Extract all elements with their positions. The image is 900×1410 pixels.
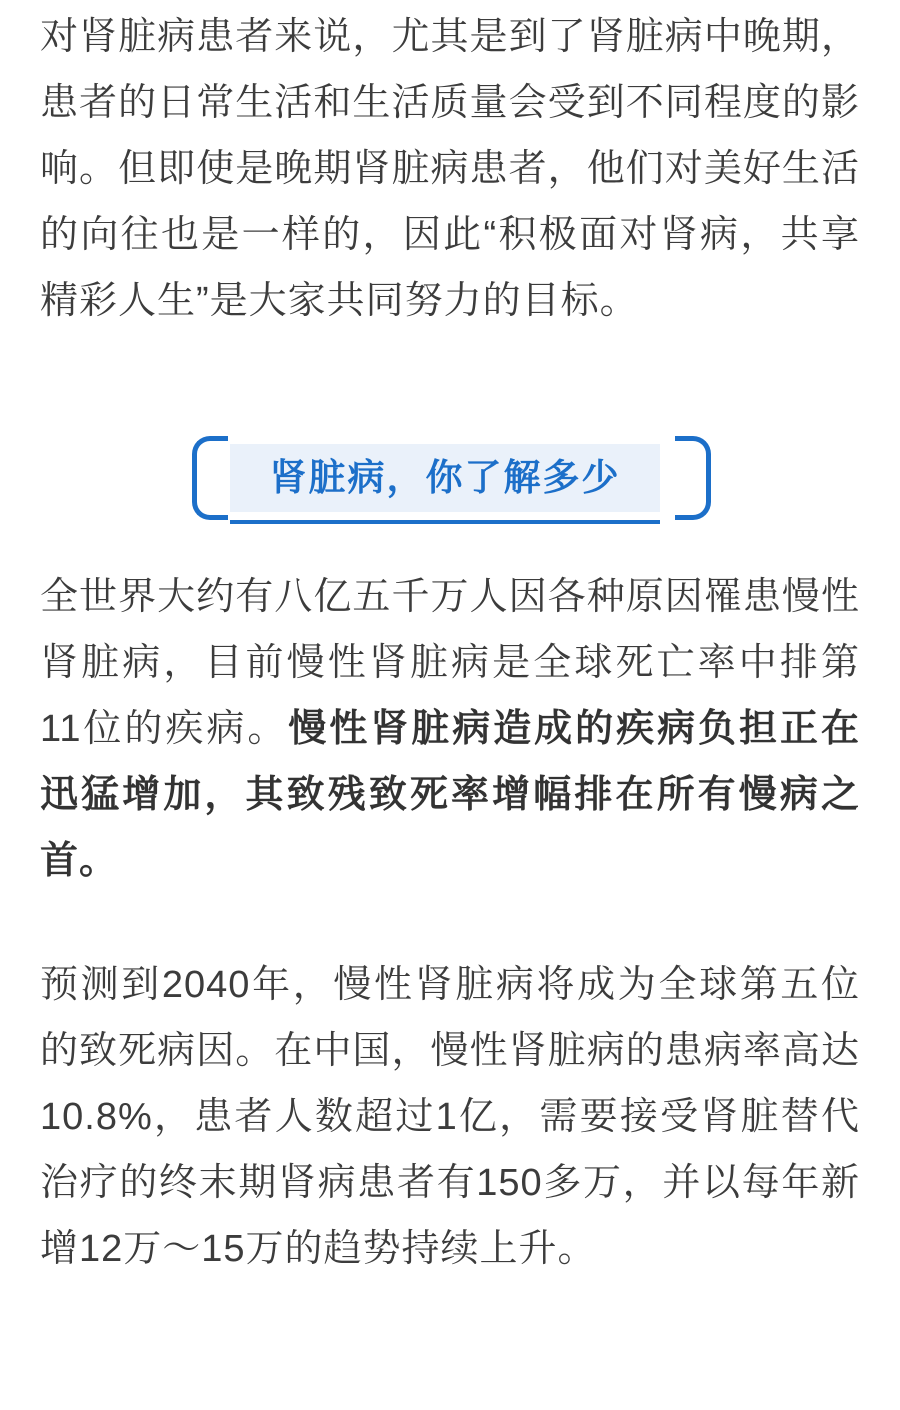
paragraph-stats-forecast xyxy=(40,952,860,1282)
paragraph-stats-forecast-text: 预测到2040年，慢性肾脏病将成为全球第五位的致死病因。在中国，慢性肾脏病的患病率高达10.8%，患者人数超过1亿，需要接受肾脏替代治疗的终末期肾病患者有150多万，并以每年新增12万～15万的趋势持续上升。 xyxy=(40,964,860,1270)
paragraph-stats-global-emphasis: 慢性肾脏病造成的疾病负担正在迅猛增加，其致残致死率增幅排在所有慢病之首。 xyxy=(40,708,860,882)
section-heading-underline xyxy=(230,520,660,524)
section-heading-inner xyxy=(40,430,860,526)
section-heading-title: 肾脏病，你了解多少 xyxy=(269,457,621,498)
paragraph-intro xyxy=(40,0,860,334)
paragraph-stats-global xyxy=(40,564,860,894)
paragraph-stats-global-lead: 全世界大约有八亿五千万人因各种原因罹患慢性肾脏病，目前慢性肾脏病是全球死亡率中排第11位的疾病。 xyxy=(40,576,860,750)
section-heading-block xyxy=(40,430,860,526)
bracket-left-decoration xyxy=(192,436,228,520)
bracket-right-decoration xyxy=(675,436,711,520)
paragraph-intro-text: 对肾脏病患者来说，尤其是到了肾脏病中晚期，患者的日常生活和生活质量会受到不同程度的影响。但即使是晚期肾脏病患者，他们对美好生活的向往也是一样的，因此“积极面对肾病，共享精彩人生”是大家共同努力的目标。 xyxy=(40,16,860,322)
